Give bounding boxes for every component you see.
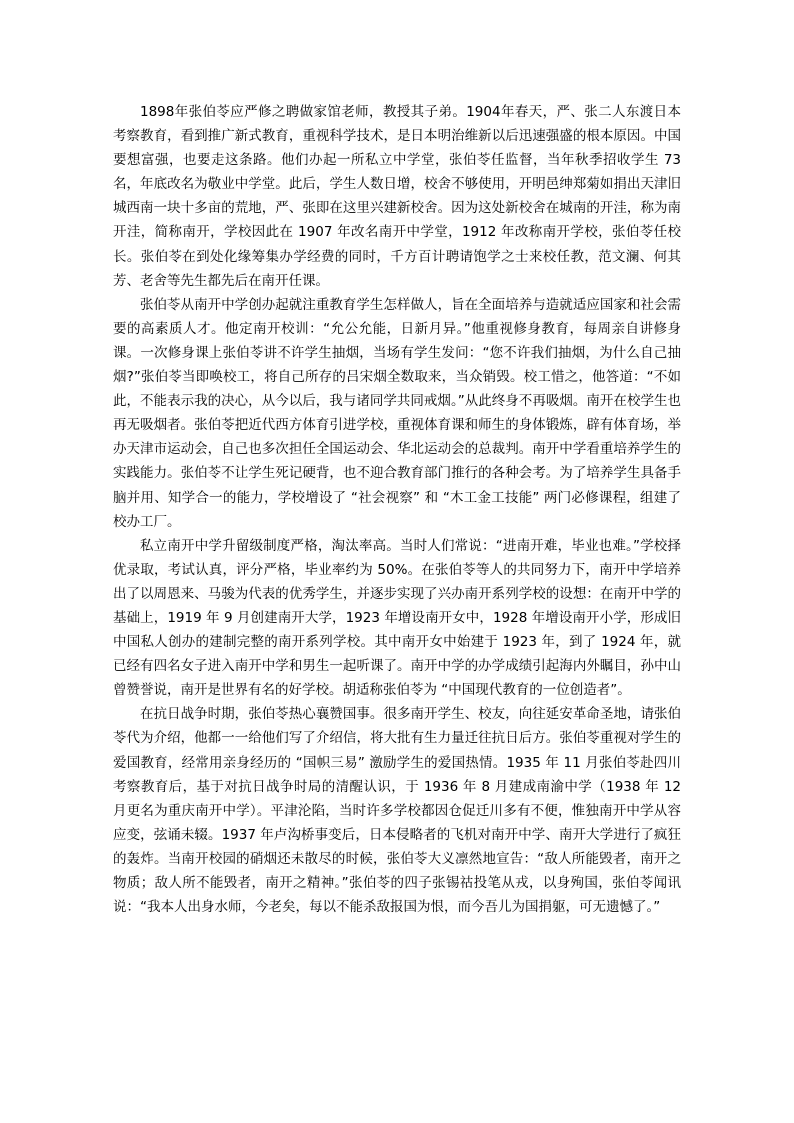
paragraph-strict-standards: 私立南开中学升留级制度严格，淘汰率高。当时人们常说：“进南开难，毕业也难。”学校择优录取，考试认真，评分严格，毕业率约为 50%。在张伯苓等人的共同努力下，南开中学培养出了以周恩来、马骏为代表的优秀学生，并逐步实现了兴办南开系列学校的设想：在南开中学的基础上，1919 年 9 月创建南开大学，1923 年增设南开女中，1928 年增设南开小学，形成旧中国私人创办的建制完整的南开系列学校。其中南开女中始建于 1923 年，到了 1924 年，就已经有四名女子进入南开中学和男生一起听课了。南开中学的办学成绩引起海内外瞩目，孙中山曾赞誉说，南开是世界有名的好学校。胡适称张伯苓为 “中国现代教育的一位创造者”。 <box>113 537 681 699</box>
paragraph-war-period: 在抗日战争时期，张伯苓热心襄赞国事。很多南开学生、校友，向往延安革命圣地，请张伯苓代为介绍，他都一一给他们写了介绍信，将大批有生力量迁往抗日后方。张伯苓重视对学生的爱国教育，经常用亲身经历的 “国帜三易” 激励学生的爱国热情。1935 年 11 月张伯苓赴四川考察教育后，基于对抗日战争时局的清醒认识，于 1936 年 8 月建成南渝中学（1938 年 12 月更名为重庆南开中学）。平津沦陷，当时许多学校都因仓促迁川多有不便，惟独南开中学从容应变，弦诵未辍。1937 年卢沟桥事变后，日本侵略者的飞机对南开中学、南开大学进行了疯狂的轰炸。当南开校园的硝烟还未散尽的时候，张伯苓大义凛然地宣告：“敌人所能毁者，南开之物质；敌人所不能毁者，南开之精神。”张伯苓的四子张锡祜投笔从戎，以身殉国，张伯苓闻讯说：“我本人出身水师，今老矣，每以不能杀敌报国为恨，而今吾儿为国捐躯，可无遗憾了。” <box>113 706 681 916</box>
paragraph-founding: 1898年张伯苓应严修之聘做家馆老师，教授其子弟。1904年春天，严、张二人东渡日本考察教育，看到推广新式教育，重视科学技术，是日本明治维新以后迅速强盛的根本原因。中国要想富强，也要走这条路。他们办起一所私立中学堂，张伯苓任监督，当年秋季招收学生 73 名，年底改名为敬业中学堂。此后，学生人数日增，校舍不够使用，开明邑绅郑菊如捐出天津旧城西南一块十多亩的荒地，严、张即在这里兴建新校舍。因为这处新校舍在城南的开洼，称为南开洼，简称南开，学校因此在 1907 年改名南开中学堂，1912 年改称南开学校，张伯苓任校长。张伯苓在到处化缘筹集办学经费的同时，千方百计聘请饱学之士来校任教，范文澜、何其芳、老舍等先生都先后在南开任课。 <box>113 104 681 289</box>
paragraph-moral-education: 张伯苓从南开中学创办起就注重教育学生怎样做人，旨在全面培养与造就适应国家和社会需要的高素质人才。他定南开校训：“允公允能，日新月异。”他重视修身教育，每周亲自讲修身课。一次修身课上张伯苓讲不许学生抽烟，当场有学生发问：“您不许我们抽烟，为什么自己抽烟?”张伯苓当即唤校工，将自己所存的吕宋烟全数取来，当众销毁。校工惜之，他答道：“不如此，不能表示我的决心，从今以后，我与诸同学共同戒烟。”从此终身不再吸烟。南开在校学生也再无吸烟者。张伯苓把近代西方体育引进学校，重视体育课和师生的身体锻炼，辟有体育场，举办天津市运动会，自己也多次担任全国运动会、华北运动会的总裁判。南开中学看重培养学生的实践能力。张伯苓不让学生死记硬背，也不迎合教育部门推行的各种会考。为了培养学生具备手脑并用、知学合一的能力，学校增设了 “社会视察” 和 “木工金工技能” 两门必修课程，组建了校办工厂。 <box>113 296 681 530</box>
document-body <box>113 100 681 919</box>
